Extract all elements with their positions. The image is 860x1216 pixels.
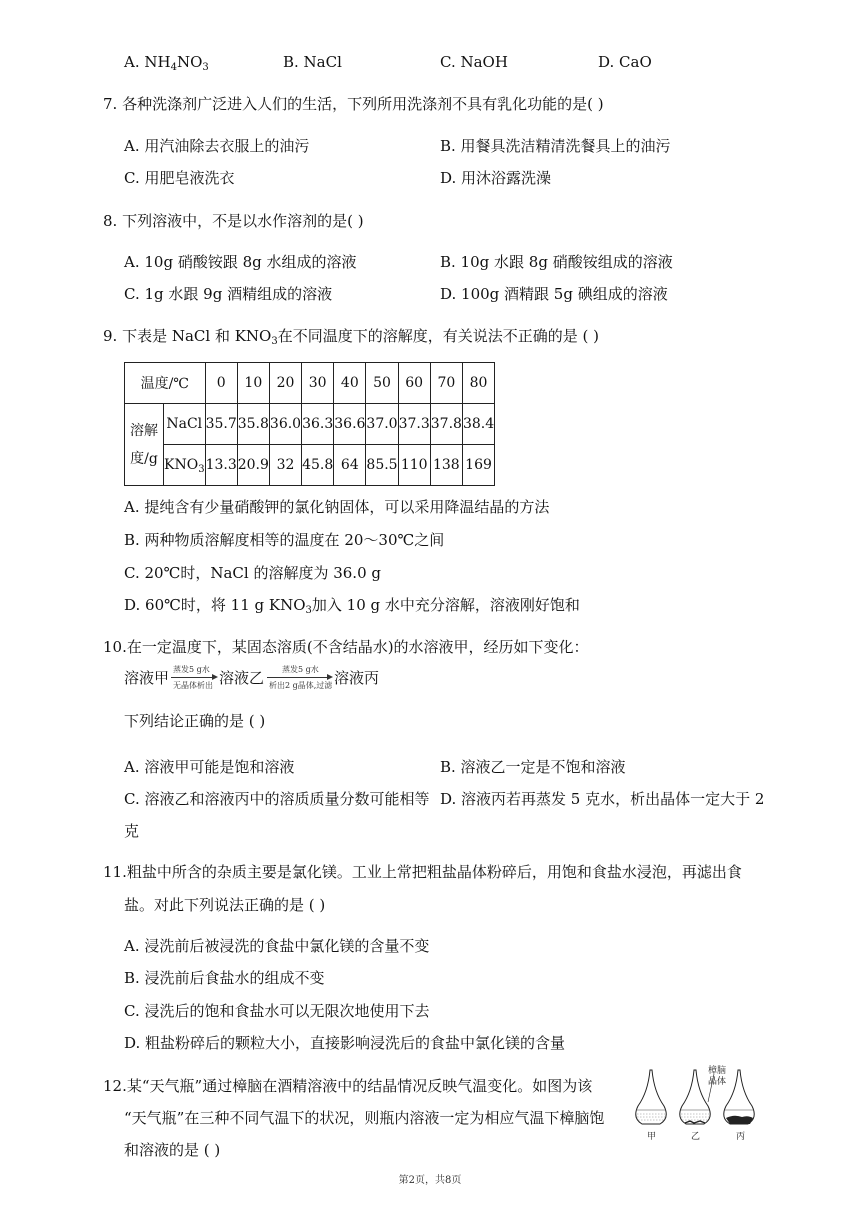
table-nacl-80: 38.4 bbox=[462, 404, 494, 445]
table-temp-70: 70 bbox=[430, 363, 462, 404]
table-nacl-20: 36.0 bbox=[269, 404, 301, 445]
q10-option-d: D. 溶液丙若再蒸发 5 克水，析出晶体一定大于 2 bbox=[440, 790, 765, 808]
table-kno3-70: 138 bbox=[430, 445, 462, 486]
table-kno3-50: 85.5 bbox=[366, 445, 398, 486]
flask-bing bbox=[724, 1070, 755, 1124]
q10-option-b: B. 溶液乙一定是不饱和溶液 bbox=[440, 758, 626, 776]
q7-option-c: C. 用肥皂液洗衣 bbox=[124, 169, 235, 187]
q10-arrow2-top: 蒸发5 g水 bbox=[282, 665, 319, 674]
table-nacl-0: 35.7 bbox=[205, 404, 237, 445]
table-nacl-60: 37.3 bbox=[398, 404, 430, 445]
q10-solution-yi: 溶液乙 bbox=[219, 669, 265, 687]
table-kno3-0: 13.3 bbox=[205, 445, 237, 486]
q10-arrow1-bottom: 无晶体析出 bbox=[173, 681, 213, 690]
table-solubility-label: 溶解 度/g bbox=[125, 404, 164, 486]
q9-option-b: B. 两种物质溶解度相等的温度在 20～30℃之间 bbox=[124, 531, 445, 549]
q10-arrow1-top: 蒸发5 g水 bbox=[173, 665, 210, 674]
q9-option-d: D. 60℃时，将 11 g $KNO_3$加入 10 g 水中充分溶解，溶液刚好饱和 bbox=[124, 596, 580, 616]
table-temp-50: 50 bbox=[366, 363, 398, 404]
q11-option-d: D. 粗盐粉碎后的颗粒大小，直接影响浸洗后的食盐中氯化镁的含量 bbox=[124, 1034, 566, 1052]
table-temp-60: 60 bbox=[398, 363, 430, 404]
table-kno3-30: 45.8 bbox=[302, 445, 334, 486]
q8-stem: 8. 下列溶液中，不是以水作溶剂的是( ) bbox=[103, 212, 364, 230]
table-nacl-name: NaCl bbox=[164, 404, 206, 445]
table-kno3-name: $KNO_3$ bbox=[164, 445, 206, 486]
q11-option-a: A. 浸洗前后被浸洗的食盐中氯化镁的含量不变 bbox=[124, 937, 430, 955]
q12-stem-1: 12.某“天气瓶”通过樟脑在酒精溶液中的结晶情况反映气温变化。如图为该 bbox=[103, 1077, 593, 1095]
figure-label-yi: 乙 bbox=[691, 1132, 701, 1142]
table-kno3-20: 32 bbox=[269, 445, 301, 486]
q9-option-c: C. 20℃时，NaCl 的溶解度为 36.0 g bbox=[124, 564, 381, 582]
q9-option-a: A. 提纯含有少量硝酸钾的氯化钠固体，可以采用降温结晶的方法 bbox=[124, 498, 550, 516]
q10-option-c: C. 溶液乙和溶液丙中的溶质质量分数可能相等 bbox=[124, 790, 430, 808]
flask-jia bbox=[636, 1070, 667, 1124]
table-nacl-30: 36.3 bbox=[302, 404, 334, 445]
table-temp-30: 30 bbox=[302, 363, 334, 404]
q6-option-d: D. CaO bbox=[598, 53, 652, 71]
table-temp-header: 温度/℃ bbox=[125, 363, 206, 404]
table-temp-40: 40 bbox=[334, 363, 366, 404]
table-kno3-60: 110 bbox=[398, 445, 430, 486]
page-footer: 第2页，共8页 bbox=[398, 1175, 462, 1186]
q10-arrow1-line bbox=[171, 677, 214, 678]
q12-stem-2: “天气瓶”在三种不同气温下的状况，则瓶内溶液一定为相应气温下樟脑饱 bbox=[124, 1109, 605, 1127]
q10-arrow2-line bbox=[267, 677, 329, 678]
table-kno3-10: 20.9 bbox=[237, 445, 269, 486]
q10-option-d-cont: 克 bbox=[124, 822, 140, 840]
q11-stem-1: 11.粗盐中所含的杂质主要是氯化镁。工业上常把粗盐晶体粉碎后，用饱和食盐水浸泡，再滤出食 bbox=[103, 863, 742, 881]
table-nacl-70: 37.8 bbox=[430, 404, 462, 445]
q10-stem: 10.在一定温度下，某固态溶质(不含结晶水)的水溶液甲，经历如下变化： bbox=[103, 638, 589, 656]
table-temp-80: 80 bbox=[462, 363, 494, 404]
q10-solution-jia: 溶液甲 bbox=[124, 669, 170, 687]
flask-yi bbox=[680, 1070, 711, 1124]
q7-option-a: A. 用汽油除去衣服上的油污 bbox=[124, 137, 310, 155]
figure-label-jia: 甲 bbox=[647, 1132, 657, 1142]
q8-option-d: D. 100g 酒精跟 5g 碘组成的溶液 bbox=[440, 285, 668, 303]
table-temp-20: 20 bbox=[269, 363, 301, 404]
q10-ask: 下列结论正确的是 ( ) bbox=[124, 712, 266, 730]
q6-option-c: C. NaOH bbox=[440, 53, 508, 71]
figure-label-bing: 丙 bbox=[736, 1132, 746, 1142]
q11-stem-2: 盐。对此下列说法正确的是 ( ) bbox=[124, 896, 326, 914]
figure-label-camphor-2: 晶体 bbox=[708, 1077, 727, 1087]
table-kno3-40: 64 bbox=[334, 445, 366, 486]
q11-option-c: C. 浸洗后的饱和食盐水可以无限次地使用下去 bbox=[124, 1002, 430, 1020]
q6-option-a: A. $NH_4NO_3$ bbox=[124, 53, 209, 73]
q8-option-b: B. 10g 水跟 8g 硝酸铵组成的溶液 bbox=[440, 253, 673, 271]
q8-option-a: A. 10g 硝酸铵跟 8g 水组成的溶液 bbox=[124, 253, 357, 271]
table-nacl-50: 37.0 bbox=[366, 404, 398, 445]
q7-stem: 7. 各种洗涤剂广泛进入人们的生活，下列所用洗涤剂不具有乳化功能的是( ) bbox=[103, 95, 604, 113]
q7-option-d: D. 用沐浴露洗澡 bbox=[440, 169, 552, 187]
solubility-table bbox=[124, 362, 495, 486]
q10-arrow2-bottom: 析出2 g晶体,过滤 bbox=[269, 681, 333, 690]
table-kno3-80: 169 bbox=[462, 445, 494, 486]
table-temp-0: 0 bbox=[205, 363, 237, 404]
table-temp-10: 10 bbox=[237, 363, 269, 404]
q10-option-a: A. 溶液甲可能是饱和溶液 bbox=[124, 758, 295, 776]
table-nacl-10: 35.8 bbox=[237, 404, 269, 445]
q6-option-b: B. NaCl bbox=[283, 53, 342, 71]
q8-option-c: C. 1g 水跟 9g 酒精组成的溶液 bbox=[124, 285, 333, 303]
q12-stem-3: 和溶液的是 ( ) bbox=[124, 1141, 221, 1159]
q9-stem: 9. 下表是 NaCl 和 $KNO_3$在不同温度下的溶解度，有关说法不正确的是 ( ) bbox=[103, 327, 599, 347]
q7-option-b: B. 用餐具洗洁精清洗餐具上的油污 bbox=[440, 137, 671, 155]
figure-label-camphor-1: 樟脑 bbox=[708, 1066, 727, 1076]
table-nacl-40: 36.6 bbox=[334, 404, 366, 445]
q11-option-b: B. 浸洗前后食盐水的组成不变 bbox=[124, 969, 325, 987]
q10-solution-bing: 溶液丙 bbox=[334, 669, 380, 687]
